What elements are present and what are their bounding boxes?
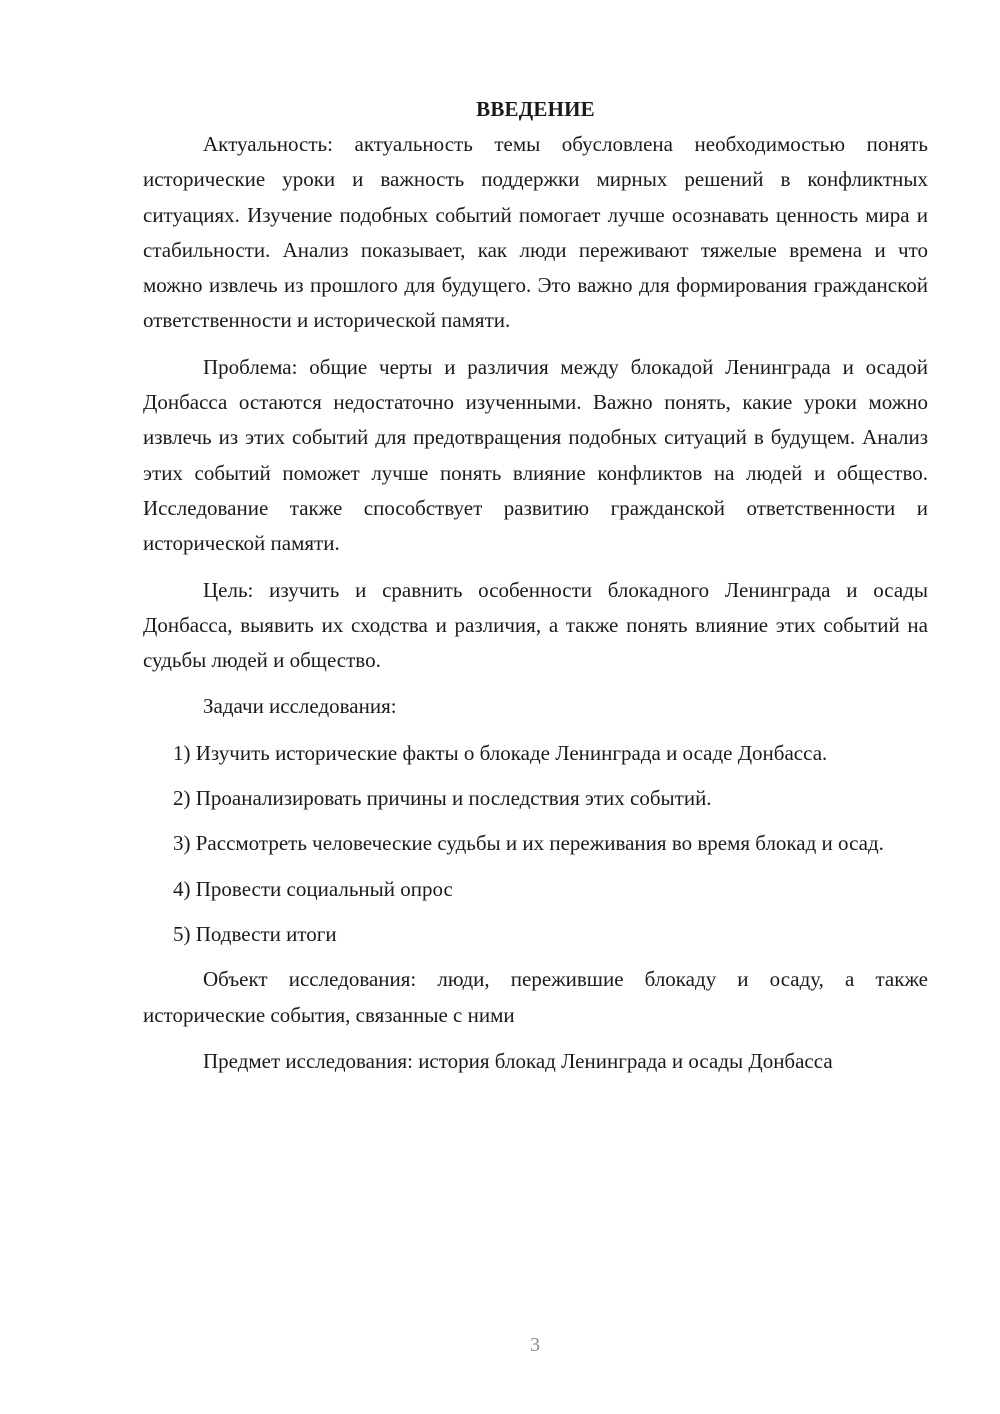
section-title: ВВЕДЕНИЕ bbox=[476, 97, 595, 121]
task-item: 1) Изучить исторические факты о блокаде Ленинграда и осаде Донбасса. bbox=[173, 740, 828, 765]
task-item: 3) Рассмотреть человеческие судьбы и их переживания во время блокад и осад. bbox=[173, 831, 884, 856]
relevance-paragraph: Актуальность: актуальность темы обусловлена необходимостью понять исторические уроки и важность поддержки мирных решений в конфликтных ситуациях. Изучение подобных событий помогает лучше осознавать ценность мира и стабильности. Анализ показывает, как люди переживают тяжелые времена и что можно извлечь из прошлого для будущего. Это важно для формирования гражданской ответственности и исторической памяти. bbox=[143, 132, 928, 333]
object-paragraph: Объект исследования: люди, пережившие блокаду и осаду, а также исторические события, связанные с ними bbox=[143, 967, 928, 1027]
task-item: 2) Проанализировать причины и последствия этих событий. bbox=[173, 786, 712, 811]
task-item: 4) Провести социальный опрос bbox=[173, 876, 453, 901]
goal-paragraph: Цель: изучить и сравнить особенности блокадного Ленинграда и осады Донбасса, выявить их сходства и различия, а также понять влияние этих событий на судьбы людей и общество. bbox=[143, 577, 928, 673]
subject-paragraph: Предмет исследования: история блокад Ленинграда и осады Донбасса bbox=[203, 1048, 833, 1073]
document-page bbox=[143, 92, 928, 1090]
task-item: 5) Подвести итоги bbox=[173, 921, 337, 946]
problem-paragraph: Проблема: общие черты и различия между блокадой Ленинграда и осадой Донбасса остаются недостаточно изученными. Важно понять, какие уроки можно извлечь из этих событий для предотвращения подобных ситуаций в будущем. Анализ этих событий поможет лучше понять влияние конфликтов на людей и общество. Исследование также способствует развитию гражданской ответственности и исторической памяти. bbox=[143, 354, 928, 556]
page-number: 3 bbox=[530, 1334, 540, 1356]
tasks-heading: Задачи исследования: bbox=[203, 694, 397, 719]
